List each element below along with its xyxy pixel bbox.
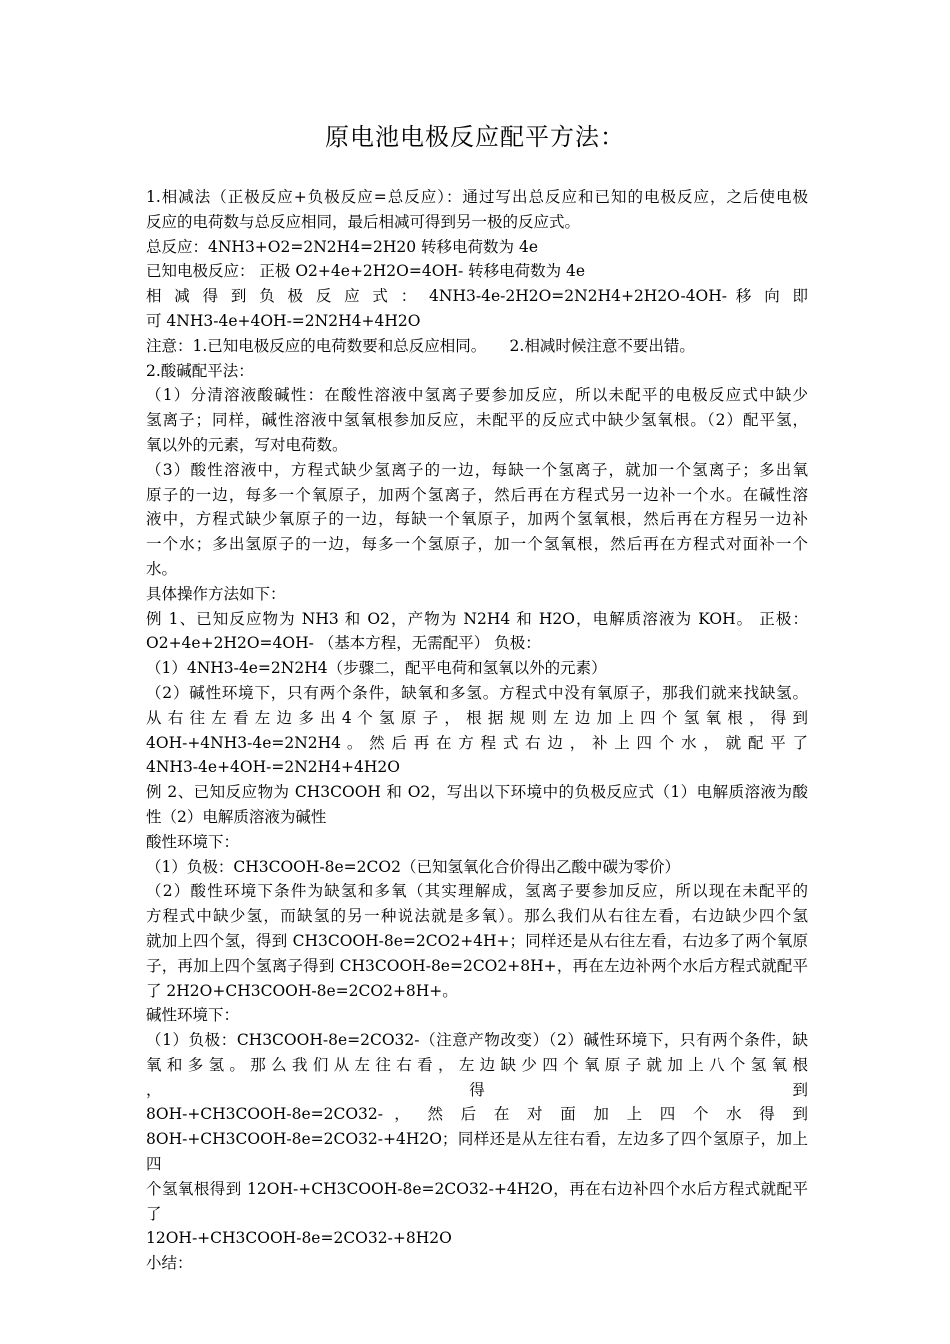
- body-line: 小结：: [146, 1254, 193, 1273]
- body-line: 12OH-+CH3COOH-8e=2CO32-+8H2O: [146, 1229, 452, 1248]
- body-line: 水。: [146, 559, 178, 578]
- document-title: 原电池电极反应配平方法：: [325, 123, 625, 151]
- document-body: [146, 185, 808, 1276]
- body-line: 液中，方程式缺少氧原子的一边，每缺一个氧原子，加两个氢氧根，然后再在方程另一边补: [146, 510, 808, 529]
- body-line: 4NH3-4e+4OH-=2N2H4+4H2O: [146, 758, 400, 777]
- body-line: 氧以外的元素，写对电荷数。: [146, 435, 348, 454]
- body-line: （2）碱性环境下，只有两个条件，缺氧和多氢。方程式中没有氧原子，那我们就来找缺氢。: [146, 683, 808, 702]
- body-line: （1）4NH3-4e=2N2H4（步骤二，配平电荷和氢氧以外的元素）: [146, 659, 607, 678]
- body-line: （3）酸性溶液中，方程式缺少氢离子的一边，每缺一个氢离子，就加一个氢离子；多出氧: [146, 460, 808, 479]
- body-line: 就加上四个氢，得到 CH3COOH-8e=2CO2+4H+；同样还是从右往左看，右边多了两个氧原: [146, 931, 808, 950]
- body-line: 相 减 得 到 负 极 反 应 式 ： 4NH3-4e-2H2O=2N2H4+2H2O-4OH- 移 向 即: [146, 287, 808, 306]
- body-line: O2+4e+2H2O=4OH- （基本方程，无需配平） 负极：: [146, 634, 541, 653]
- body-line: （1）负极：CH3COOH-8e=2CO2（已知氢氧化合价得出乙酸中碳为零价）: [146, 857, 680, 876]
- body-line: 反应的电荷数与总反应相同，最后相减可得到另一极的反应式。: [146, 212, 581, 231]
- body-line: 注意：1.已知电极反应的电荷数要和总反应相同。 2.相减时候注意不要出错。: [146, 336, 695, 355]
- body-line: 可 4NH3-4e+4OH-=2N2H4+4H2O: [146, 311, 421, 330]
- body-line: 方程式中缺少氢，而缺氢的另一种说法就是多氧）。那么我们从右往左看，右边缺少四个氢: [146, 907, 808, 926]
- body-line: 碱性环境下：: [146, 1006, 240, 1025]
- body-line: 一个水；多出氢原子的一边，每多一个氢原子，加一个氢氧根，然后再在方程式对面补一个: [146, 535, 808, 554]
- body-line: 8OH-+CH3COOH-8e=2CO32-+4H2O；同样还是从左往右看，左边多了四个氢原子，加上四: [146, 1130, 808, 1174]
- body-line: 4OH-+4NH3-4e=2N2H4 。 然 后 再 在 方 程 式 右 边 ， 补 上 四 个 水 ， 就 配 平 了: [146, 733, 808, 752]
- body-line: 原子的一边，每多一个氧原子，加两个氢离子，然后再在方程式另一边补一个水。在碱性溶: [146, 485, 808, 504]
- body-line: 2.酸碱配平法：: [146, 361, 254, 380]
- body-line: 已知电极反应： 正极 O2+4e+2H2O=4OH- 转移电荷数为 4e: [146, 262, 586, 281]
- body-line: 氧 和 多 氢 。 那 么 我 们 从 左 往 右 看 ， 左 边 缺 少 四 个 氧 原 子 就 加 上 八 个 氢 氧 根 ， 得 到: [146, 1055, 808, 1099]
- body-line: 个氢氧根得到 12OH-+CH3COOH-8e=2CO32-+4H2O，再在右边补四个水后方程式就配平了: [146, 1179, 808, 1223]
- body-line: 从 右 往 左 看 左 边 多 出 4 个 氢 原 子 ， 根 据 规 则 左 边 加 上 四 个 氢 氧 根 ， 得 到: [146, 708, 808, 727]
- body-line: 例 2、已知反应物为 CH3COOH 和 O2，写出以下环境中的负极反应式（1）电解质溶液为酸: [146, 783, 808, 802]
- body-line: 子，再加上四个氢离子得到 CH3COOH-8e=2CO2+8H+，再在左边补两个水后方程式就配平: [146, 956, 808, 975]
- body-line: 具体操作方法如下：: [146, 584, 286, 603]
- body-line: （1）负极：CH3COOH-8e=2CO32-（注意产物改变）（2）碱性环境下，只有两个条件，缺: [146, 1031, 808, 1050]
- body-line: 总反应：4NH3+O2=2N2H4=2H20 转移电荷数为 4e: [146, 237, 538, 256]
- body-line: （2）酸性环境下条件为缺氢和多氧（其实理解成，氢离子要参加反应，所以现在未配平的: [146, 882, 808, 901]
- body-line: 氢离子；同样，碱性溶液中氢氧根参加反应，未配平的反应式中缺少氢氧根。（2）配平氢，: [146, 411, 808, 430]
- body-line: 8OH-+CH3COOH-8e=2CO32- ， 然 后 在 对 面 加 上 四 个 水 得 到: [146, 1105, 808, 1124]
- body-line: 性（2）电解质溶液为碱性: [146, 807, 327, 826]
- body-line: 了 2H2O+CH3COOH-8e=2CO2+8H+。: [146, 981, 458, 1000]
- body-line: 例 1、已知反应物为 NH3 和 O2，产物为 N2H4 和 H2O，电解质溶液为 KOH。 正极：: [146, 609, 808, 628]
- body-line: 1.相减法（正极反应+负极反应=总反应）：通过写出总反应和已知的电极反应，之后使电极: [146, 188, 808, 206]
- body-line: 酸性环境下：: [146, 832, 240, 851]
- body-line: （1）分清溶液酸碱性：在酸性溶液中氢离子要参加反应，所以未配平的电极反应式中缺少: [146, 386, 808, 405]
